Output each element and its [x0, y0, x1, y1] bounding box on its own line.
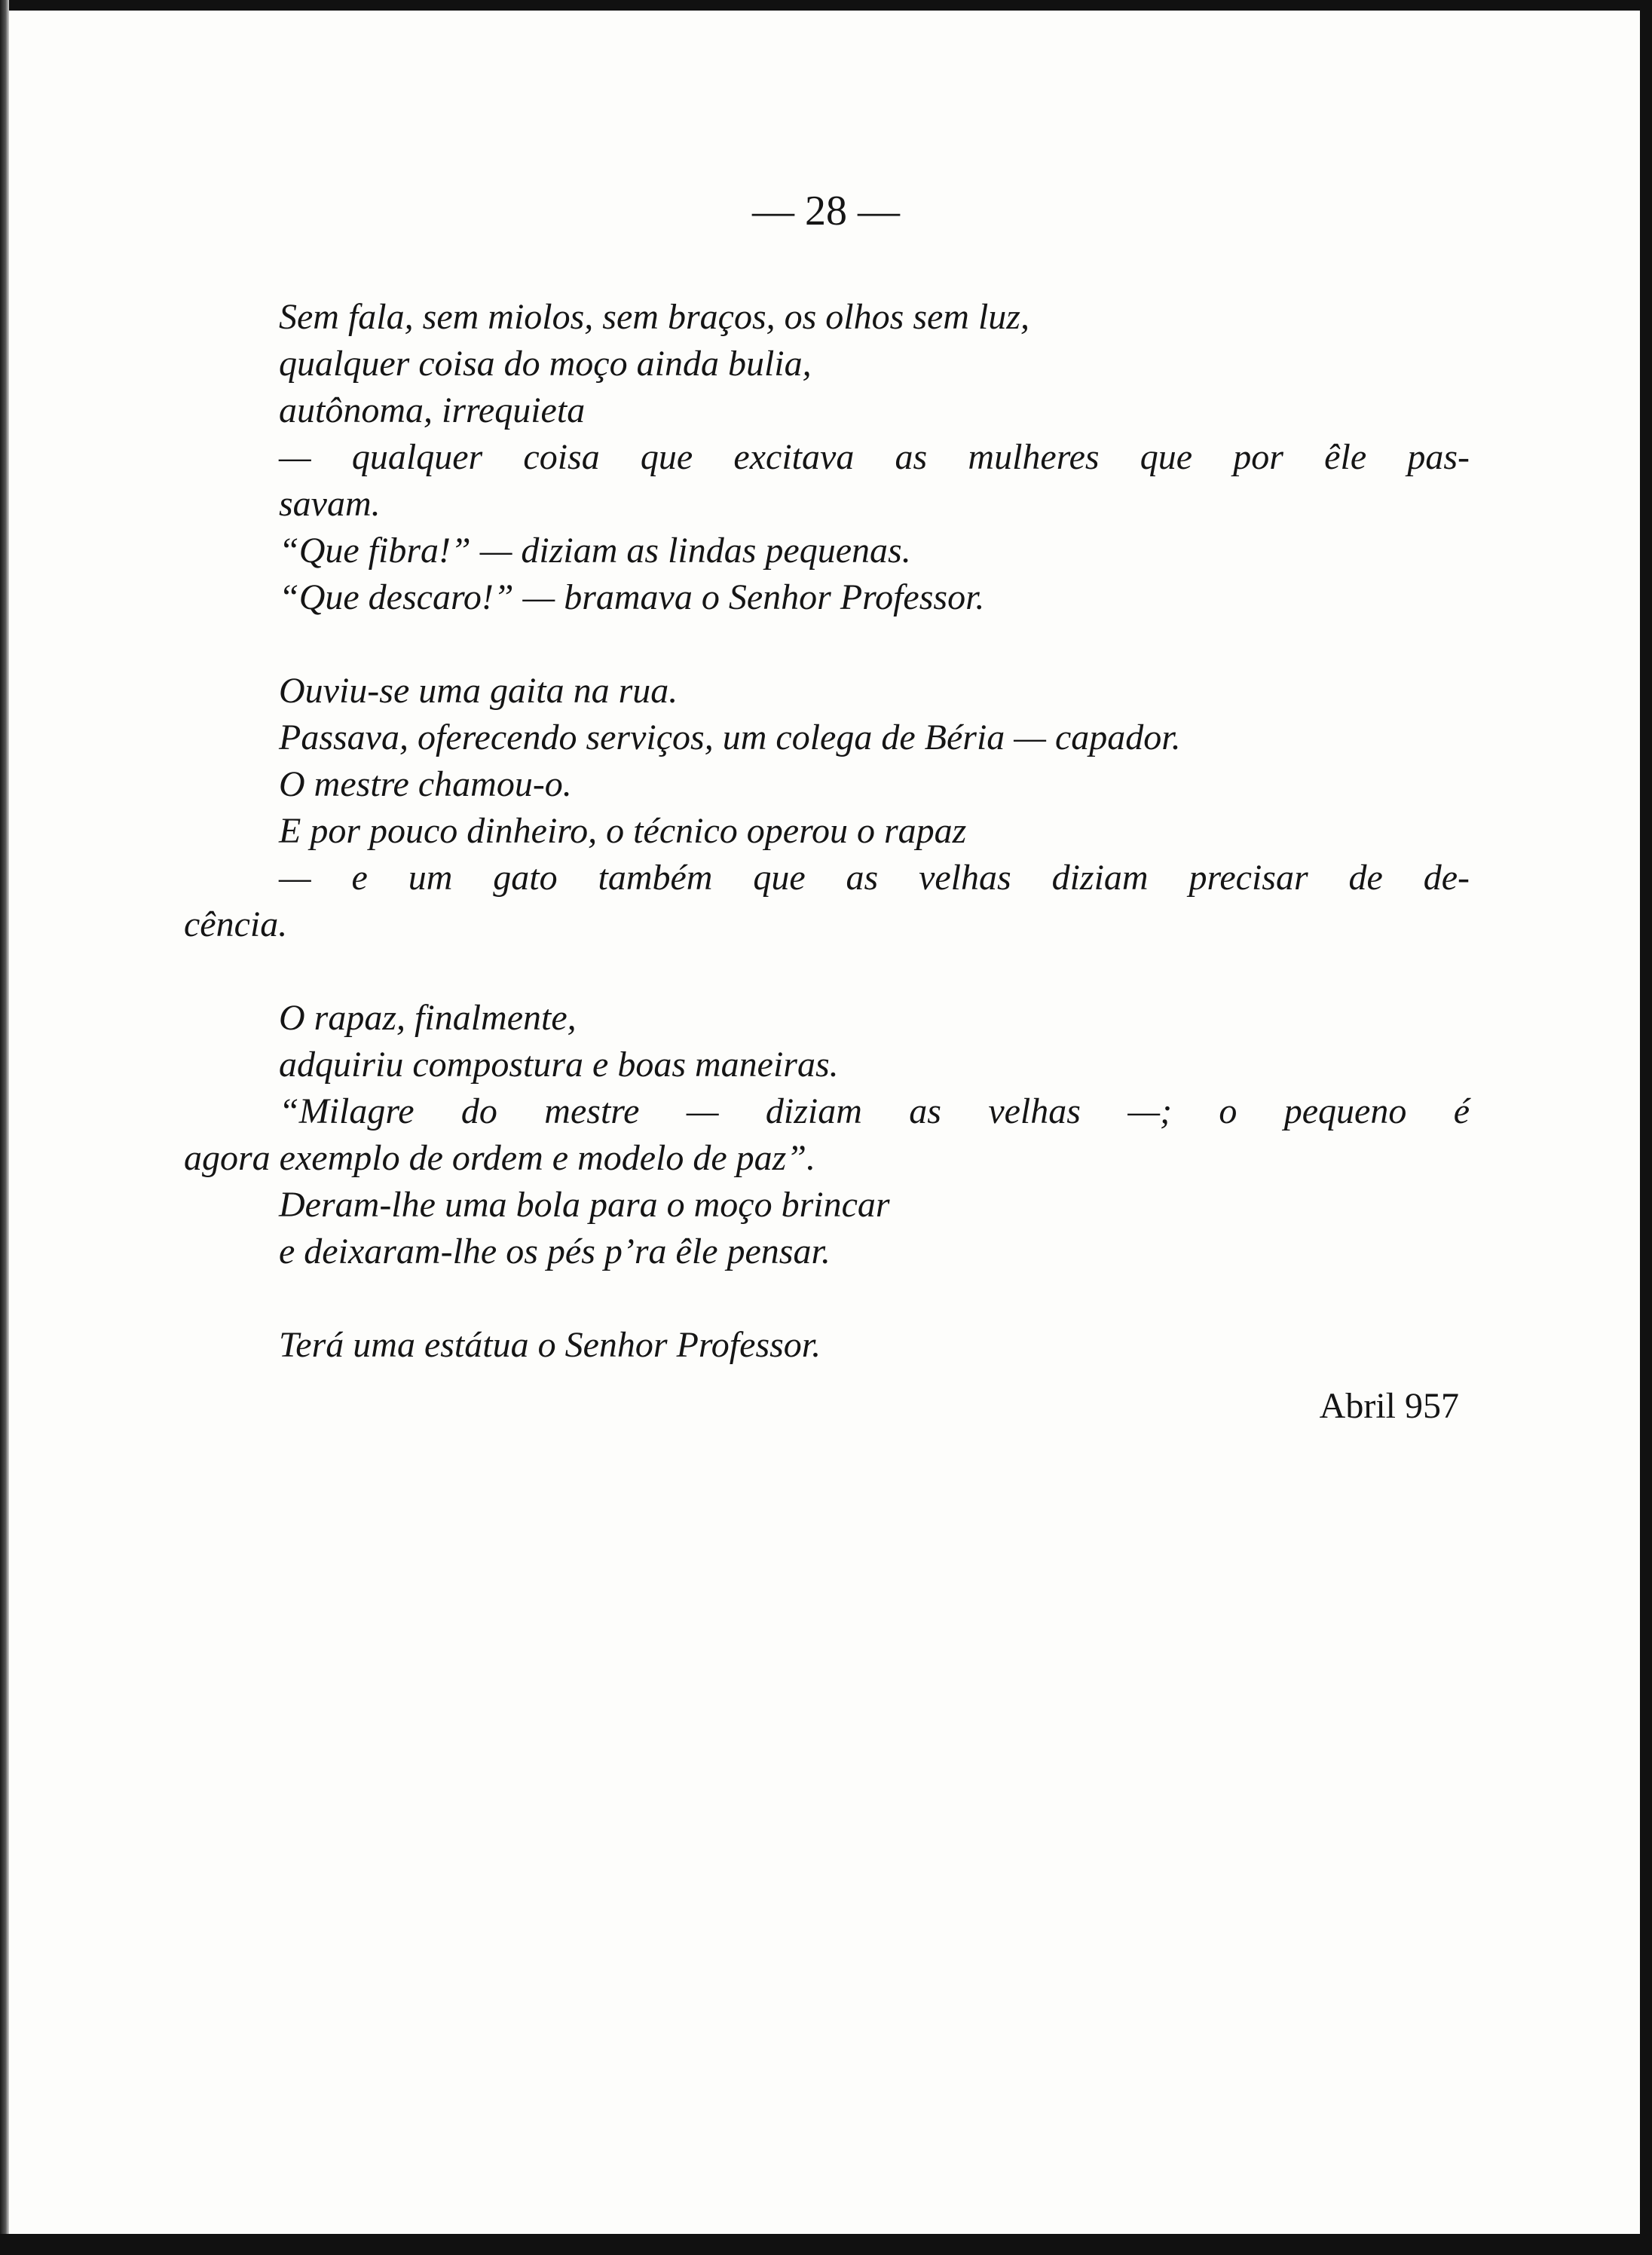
- poem-line: autônoma, irrequieta: [279, 390, 586, 430]
- poem-line: E por pouco dinheiro, o técnico operou o rapaz: [279, 811, 967, 851]
- poem-line: O rapaz, finalmente,: [279, 998, 577, 1038]
- poem-line: — qualquer coisa que excitava as mulheres que por êle pas-: [279, 437, 1470, 477]
- poem-line-continuation: agora exemplo de ordem e modelo de paz”.: [184, 1138, 816, 1178]
- stanza-4: [279, 1322, 1470, 1369]
- stanza-3: [184, 995, 1470, 1275]
- poem-line: O mestre chamou-o.: [279, 764, 572, 804]
- poem-line: “Milagre do mestre — diziam as velhas —; o pequeno é: [279, 1091, 1470, 1131]
- poem-line: Ouviu-se uma gaita na rua.: [279, 671, 678, 711]
- stanza-2: [184, 668, 1470, 948]
- page-number: — 28 —: [752, 188, 900, 234]
- poem-line-continuation: cência.: [184, 904, 288, 944]
- poem-line: “Que fibra!” — diziam as lindas pequenas.: [279, 531, 911, 571]
- scan-border-right: [1640, 0, 1652, 2255]
- scan-border-bottom: [0, 2234, 1652, 2255]
- poem-line: “Que descaro!” — bramava o Senhor Professor.: [279, 577, 985, 617]
- date-signature: Abril 957: [1319, 1386, 1459, 1426]
- poem-line: Sem fala, sem miolos, sem braços, os olhos sem luz,: [279, 297, 1029, 337]
- poem-line-continuation: savam.: [279, 484, 381, 524]
- poem-line: e deixaram-lhe os pés p’ra êle pensar.: [279, 1232, 831, 1271]
- poem-line: adquiriu compostura e boas maneiras.: [279, 1045, 839, 1085]
- poem-line: Terá uma estátua o Senhor Professor.: [279, 1325, 821, 1365]
- poem-line: Deram-lhe uma bola para o moço brincar: [279, 1185, 890, 1225]
- scan-border-top: [0, 0, 1652, 11]
- poem-line: Passava, oferecendo serviços, um colega de Béria — capador.: [279, 718, 1181, 757]
- poem-line: — e um gato também que as velhas diziam precisar de de-: [279, 858, 1470, 898]
- poem-line: qualquer coisa do moço ainda bulia,: [279, 344, 812, 384]
- poem-body: [184, 294, 1470, 1415]
- scan-border-left: [0, 0, 9, 2255]
- stanza-1: [279, 294, 1470, 621]
